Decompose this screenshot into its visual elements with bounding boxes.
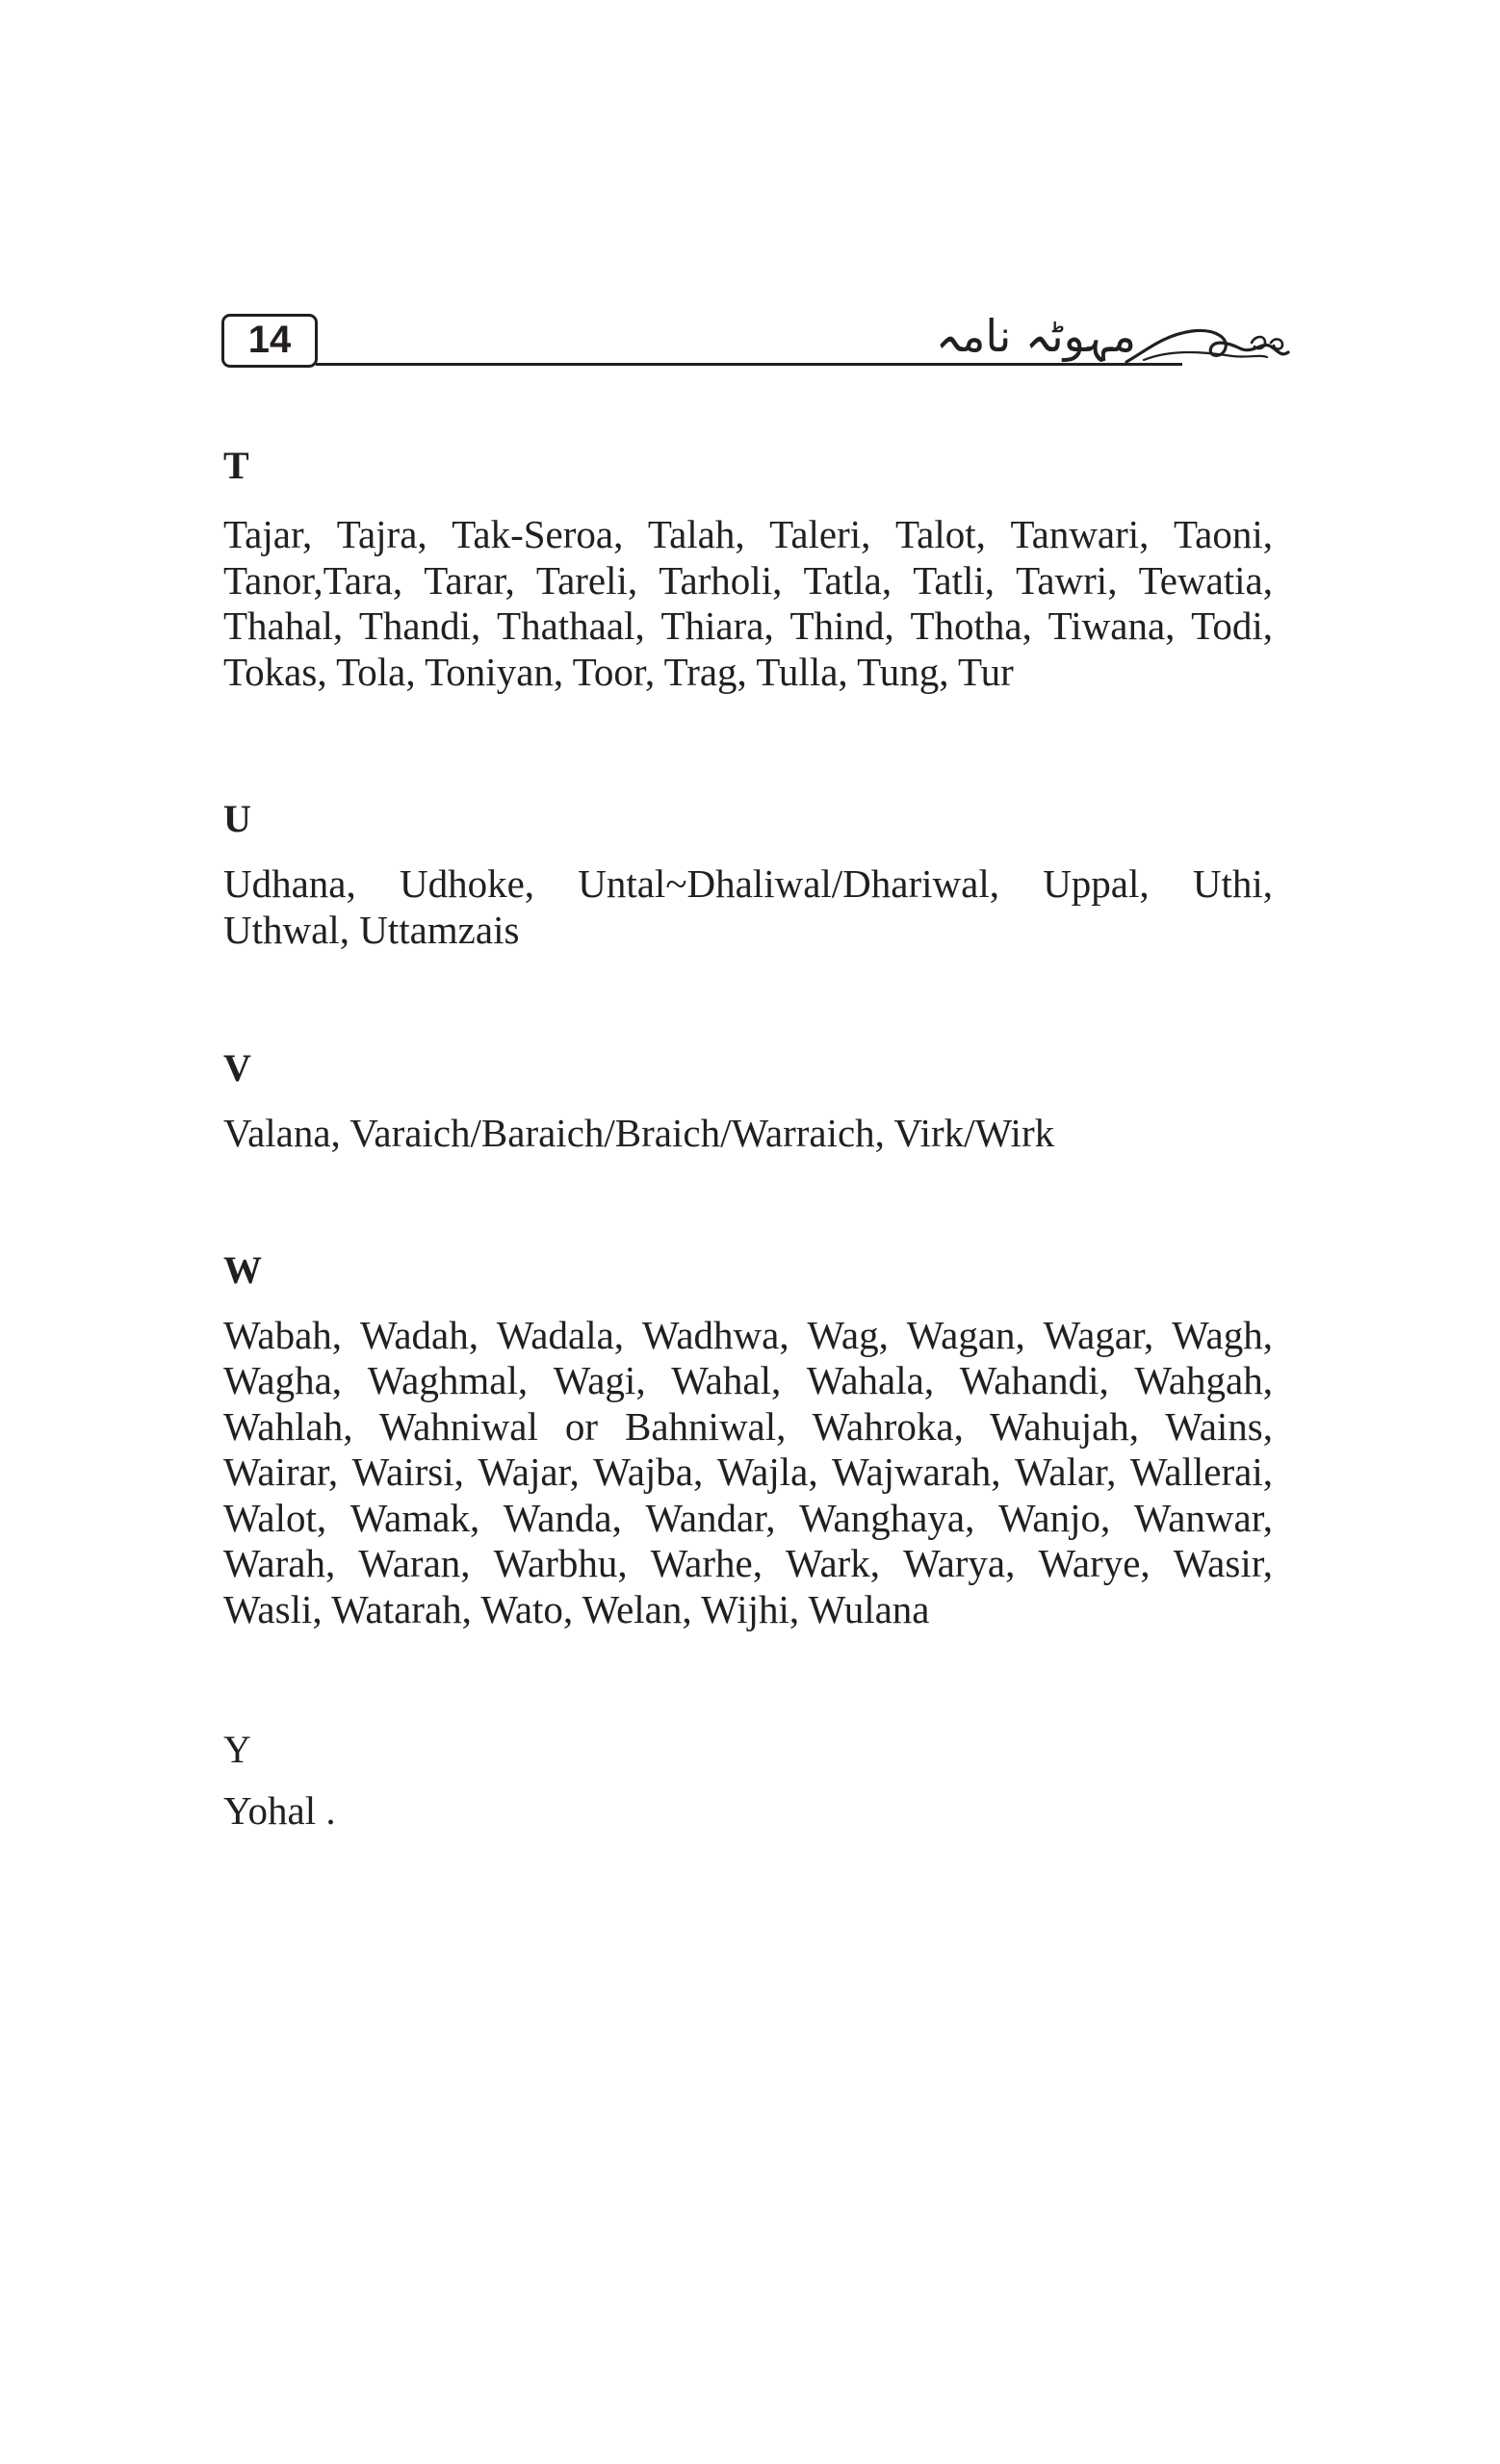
section-names: Wabah, Wadah, Wadala, Wadhwa, Wag, Wagan, Wagar, Wagh, Wagha, Waghmal, Wagi, Wahal, Wahala, Wahandi, Wahgah, Wahlah, Wahniwal or Bahniwal, Wahroka, Wahujah, Wains, Wairar, Wairsi, Wajar, Wajba, Wajla, Wajwarah, Walar, Wallerai, Walot, Wamak, Wanda, Wandar, Wanghaya, Wanjo, Wanwar, Warah, Waran, Warbhu, Warhe, Wark, Warya, Warye, Wasir, Wasli, Watarah, Wato, Welan, Wijhi, Wulana [223,1312,1273,1631]
section-names: Tajar, Tajra, Tak-Seroa, Talah, Taleri, Talot, Tanwari, Taoni, Tanor,Tara, Tarar, Tareli, Tarholi, Tatla, Tatli, Tawri, Tewatia, Thahal, Thandi, Thathaal, Thiara, Thind, Thotha, Tiwana, Todi, Tokas, Tola, Toniyan, Toor, Trag, Tulla, Tung, Tur [223,512,1273,694]
page-number: 14 [221,314,318,368]
section-names: Valana, Varaich/Baraich/Braich/Warraich, Virk/Wirk [223,1111,1055,1155]
section-names: Udhana, Udhoke, Untal~Dhaliwal/Dhariwal, Uppal, Uthi, Uthwal, Uttamzais [223,861,1273,952]
section-letter: T [223,444,249,487]
section-y [223,1711,1273,1835]
page-header [221,306,1290,383]
calligraphic-flourish-icon [1125,314,1290,372]
section-u [223,777,1273,953]
section-t [223,424,1273,695]
section-v [223,1026,1273,1157]
section-letter: Y [223,1728,251,1771]
section-names: Yohal . [223,1788,336,1833]
section-w [223,1228,1273,1633]
section-letter: V [223,1046,251,1090]
surname-list [223,424,1273,1835]
section-letter: W [223,1247,262,1292]
section-letter: U [223,797,251,840]
header-title: مہوٹہ نامہ [935,310,1136,362]
